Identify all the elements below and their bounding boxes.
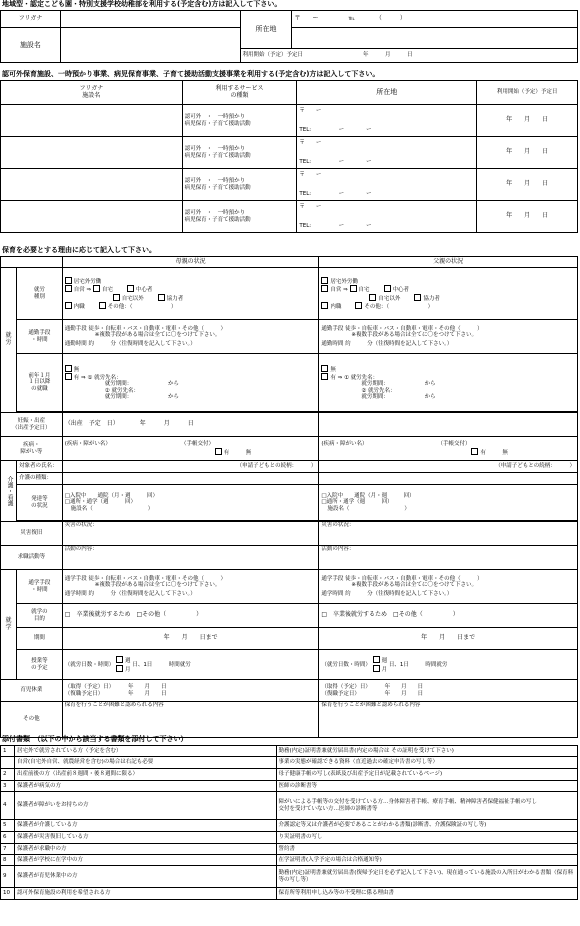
attachment-no: 8 [1, 855, 15, 866]
commute-method-label: 通勤手段 [321, 326, 344, 333]
month-opt: 月 [381, 666, 388, 673]
attachment-no: 2 [1, 769, 15, 781]
checkbox[interactable] [65, 373, 72, 380]
checkbox[interactable] [321, 302, 328, 309]
care-kind-label: 介護の種類： [16, 473, 62, 485]
location-postal[interactable]: 〒 ー ℡ （ ） [292, 11, 578, 28]
s2-postal: 〒 ー [299, 172, 322, 179]
mother-commute[interactable] [62, 320, 319, 354]
leave-start: （取得（予定）日） 年 月 日 [321, 684, 424, 691]
section1-title: 地域型・認定こども園・特別支援学校幼稚部を利用する(予定含む)方は記入して下さい。 [2, 0, 282, 8]
commute-time-value: 約 分（往復時間を記入して下さい。） [345, 340, 453, 347]
job2-label: ② 就労先名： [104, 387, 139, 394]
commute-opt: □通所・通学（週 回） [64, 499, 136, 506]
attachments-table [0, 745, 578, 900]
s2-header-location: 所在地 [297, 81, 477, 105]
opt-other: その他：（ ） [107, 303, 177, 310]
attachment-reason: 保護者が育児休業中の方 [14, 866, 276, 888]
father-other[interactable]: 保育を行うことが困難と認められる内容 [319, 702, 578, 738]
illness-name-label: (疾病・障がい名） [321, 441, 368, 448]
attachment-row [1, 792, 578, 820]
section3-title: 保育を必要とする理由に応じて記入して下さい。 [2, 246, 156, 254]
father-pregnancy[interactable] [319, 413, 578, 437]
s2-name-field[interactable] [1, 105, 183, 137]
illness-name-label: (疾病・障がい名） [64, 441, 111, 448]
father-illness[interactable] [319, 437, 578, 461]
father-care-kind[interactable] [319, 473, 578, 485]
s2-name-field[interactable] [1, 137, 183, 169]
facility-opt: 施設名（ ） [70, 505, 154, 512]
attachment-no: 10 [1, 888, 15, 900]
class-schedule-label: 授業等 の予定 [16, 650, 62, 680]
purpose-label: 就学の 目的 [16, 604, 62, 628]
s2-tel: TEL: ー ー [299, 158, 372, 165]
mother-care-kind[interactable] [62, 473, 319, 485]
attachment-document: 事業の実態が確認できる資料（直近過去の確定申告書の写し等） [276, 757, 577, 769]
commute-note: ※複数手段がある場合は全てに〇をつけて下さい。 [94, 582, 221, 589]
checkbox[interactable] [471, 448, 478, 455]
mother-school-commute[interactable] [62, 570, 319, 604]
checkbox[interactable] [158, 294, 165, 301]
father-commute[interactable] [319, 320, 578, 354]
s2-start-field[interactable]: 年 月 日 [477, 105, 578, 137]
father-class-schedule[interactable] [319, 650, 578, 680]
school-time-label: 通学時間 [321, 590, 344, 597]
job1-label: ① 就労先名： [87, 375, 122, 382]
checkbox[interactable] [373, 656, 380, 663]
checkbox[interactable] [65, 365, 72, 372]
leave-return: （復職予定日） 年 月 日 [64, 690, 167, 697]
disaster-label: 災害復旧 [1, 522, 63, 546]
start-date-label: 利用開始（予定）予定日 [242, 52, 304, 59]
mother-header: 母親の状況 [62, 257, 319, 268]
father-care-target[interactable]: （申請子どもとの続柄： ） [319, 461, 578, 473]
mother-purpose[interactable]: □ 卒業後就労するため □その他（ ） [62, 604, 319, 628]
attachment-document: 在学証明書(入学予定の場合は合格通知等) [276, 855, 577, 866]
job2-label: ② 就労先名： [361, 387, 396, 394]
s2-location-field[interactable] [297, 201, 477, 233]
checkbox[interactable] [369, 294, 376, 301]
work-days-label: （就労日数・時間） [321, 662, 371, 668]
s2-postal: 〒 ー [299, 108, 322, 115]
opt-self: 自営 [330, 287, 342, 294]
attachment-no [1, 757, 15, 769]
s2-service-options[interactable]: 認可外 ・ 一時預かり 病児保育・子育て援助活動 [182, 169, 297, 201]
attachment-document: 母子健康手帳の写し(表紙及び出産予定日が記載されているページ) [276, 769, 577, 781]
attachment-row [1, 781, 578, 792]
s2-tel: TEL: ー ー [299, 126, 372, 133]
prev-job-label: 前年１月 １日以降 の就職 [16, 354, 62, 412]
leave-return: （復職予定日） 年 月 日 [321, 690, 424, 697]
checkbox[interactable] [116, 665, 123, 672]
facility-name-field[interactable] [60, 28, 240, 63]
s2-name-field[interactable] [1, 201, 183, 233]
commute-note: ※複数手段がある場合は全てに〇をつけて下さい。 [351, 332, 477, 339]
checkbox[interactable] [373, 665, 380, 672]
father-disaster[interactable]: 災害の状況： [319, 522, 578, 546]
school-method-label: 通学手段 [64, 576, 87, 583]
leave-start: （取得（予定）日） 年 月 日 [64, 684, 167, 691]
opt-none: 無 [330, 366, 336, 373]
opt-chushin: 中心者 [135, 287, 153, 294]
s2-header-start: 利用開始（予定）予定日 [477, 81, 578, 105]
checkbox[interactable] [321, 365, 328, 372]
commute-time-value: 約 分（往復時間を記入して下さい。） [88, 590, 196, 597]
attachment-document: 誓約書 [276, 844, 577, 855]
attachment-row [1, 844, 578, 855]
commute-options: 徒歩・自転車・バス・自動車・電車・その他（ ） [88, 326, 227, 333]
checkbox[interactable] [355, 302, 362, 309]
job-search-label: 求職活動等 [1, 546, 63, 570]
checkbox[interactable] [350, 285, 357, 292]
school-time-label: 通学時間 [64, 590, 87, 597]
opt-home: 居宅外労働 [73, 278, 102, 285]
s2-tel: TEL: ー ー [299, 190, 372, 197]
commute-options: 徒歩・自転車・バス・自動車・電車・その他（ ） [88, 576, 227, 583]
s2-location-field[interactable] [297, 105, 477, 137]
commute-time-value: 約 分（往復時間を記入して下さい。） [88, 340, 196, 347]
attachment-reason: 保護者が災害復旧している方 [14, 832, 276, 844]
checkbox[interactable] [414, 294, 421, 301]
hours-label: 日、1日 時間就労 [388, 662, 448, 668]
shuro-label: 就労 [1, 268, 17, 413]
period1-label: 就労期間： から [104, 381, 180, 388]
opt-yes: 有 [330, 375, 336, 382]
week-opt: 週 [381, 658, 388, 665]
attachment-no: 9 [1, 866, 15, 888]
yes-no-label: 有 無 [480, 449, 508, 456]
checkbox[interactable] [65, 285, 72, 292]
opt-jitaku: 自宅 [358, 287, 370, 294]
s2-start-field[interactable]: 年 月 日 [477, 201, 578, 233]
section2-table [0, 80, 578, 233]
s2-tel: TEL: ー ー [299, 222, 372, 229]
work-type-label: 就労 種別 [16, 268, 62, 320]
opt-home: 居宅外労働 [330, 278, 358, 285]
checkbox[interactable] [65, 302, 72, 309]
checkbox[interactable] [99, 302, 106, 309]
attachment-row [1, 820, 578, 832]
period-label: 期間 [16, 628, 62, 650]
mother-period[interactable]: 年 月 日まで [62, 628, 319, 650]
handbook-label: （手帳交付） [437, 441, 471, 448]
development-label: 発達等 の状況 [16, 485, 62, 521]
section2-title: 認可外保育施設、一時預かり事業、病児保育事業、子育て援助活動支援事業を利用する(予定含む)方は記入して下さい。 [2, 70, 380, 78]
attachment-reason: 認可外保育施設の利用を希望される方 [14, 888, 276, 900]
mother-class-schedule[interactable] [62, 650, 319, 680]
yes-no-label: 有 無 [223, 449, 252, 456]
father-header: 父親の状況 [319, 257, 578, 268]
commute-label: 通勤手段 ・時間 [16, 320, 62, 354]
checkbox[interactable] [321, 373, 328, 380]
s2-location-field[interactable] [297, 169, 477, 201]
opt-kyoryoku: 協力者 [423, 295, 440, 302]
attachment-document: 介護認定等又は介護者が必要であることがわかる書類(診断書、介護保険証の写し等) [276, 820, 577, 832]
s2-row [1, 201, 578, 233]
father-school-commute[interactable] [319, 570, 578, 604]
mother-care-status[interactable] [62, 485, 319, 521]
mother-work-type[interactable]: 居宅外労働 自営 ⇒ 自宅 中心者 自宅以外 協力者 内職 その他：（ ） [62, 268, 319, 320]
week-opt: 週 [125, 658, 131, 665]
attachment-row [1, 769, 578, 781]
school-method-label: 通学手段 [321, 576, 344, 583]
mother-pregnancy[interactable]: （出産 予定 日） 年 月 日 [62, 413, 319, 437]
mother-job-search[interactable]: 活動の内容： [62, 546, 319, 570]
opt-none: 無 [73, 366, 80, 373]
s2-name-field[interactable] [1, 169, 183, 201]
attachment-no: 1 [1, 746, 15, 757]
commute-note: ※複数手段がある場合は全てに〇をつけて下さい。 [94, 332, 221, 339]
facility-opt: 施設名（ ） [327, 505, 410, 512]
section3-table [0, 256, 578, 738]
attachment-row [1, 832, 578, 844]
attachment-reason: 保護者が学校に在学中の方 [14, 855, 276, 866]
commute-method-label: 通勤手段 [64, 326, 87, 333]
checkbox[interactable] [113, 294, 120, 301]
commute-options: 徒歩・自転車・バス・自動車・電車・その他（ ） [345, 326, 483, 333]
s2-postal: 〒 ー [299, 140, 322, 147]
opt-jitaku-igai: 自宅以外 [378, 295, 401, 302]
attachment-reason: 保護者が障がいをお持ちの方 [14, 792, 276, 820]
checkbox[interactable] [127, 285, 134, 292]
commute-time-label: 通勤時間 [64, 340, 87, 347]
attachment-no: 5 [1, 820, 15, 832]
commute-note: ※複数手段がある場合は全てに〇をつけて下さい。 [351, 582, 477, 589]
opt-other: その他：（ ） [364, 303, 434, 310]
commute-options: 徒歩・自転車・バス・自動車・電車・その他（ ） [345, 576, 483, 583]
period2-label: 就労期間： から [361, 393, 436, 400]
month-opt: 月 [125, 666, 131, 673]
s2-service-options[interactable]: 認可外 ・ 一時預かり 病児保育・子育て援助活動 [182, 201, 297, 233]
s2-header-name: フリガナ 施設名 [1, 81, 183, 105]
hospital-opt: □入院中 通院（月・週 回） [321, 493, 415, 500]
s2-service-options[interactable]: 認可外 ・ 一時預かり 病児保育・子育て援助活動 [182, 137, 297, 169]
father-job-search[interactable]: 活動の内容： [319, 546, 578, 570]
attachment-row [1, 888, 578, 900]
mother-illness[interactable] [62, 437, 319, 461]
opt-self: 自営 [73, 287, 85, 294]
handbook-label: （手帳交付） [180, 441, 214, 448]
checkbox[interactable] [93, 285, 100, 292]
father-period[interactable]: 年 月 日まで [319, 628, 578, 650]
period2-label: 就労期間： から [104, 393, 180, 400]
start-date-value: 年 月 日 [363, 52, 413, 59]
furigana-field[interactable] [60, 11, 240, 28]
mother-care-target[interactable]: （申請子どもとの続柄： ） [62, 461, 319, 473]
job1-label: ① 就労先名： [344, 375, 379, 382]
checkbox[interactable] [215, 448, 222, 455]
attachment-document: 医師の診断書等 [276, 781, 577, 792]
attachment-document: 障がいによる手帳等の交付を受けている方…身体障害者手帳、療育手帳、精神障害者保健福祉手帳の写し 交付を受けていない方…医師の診断書等 [276, 792, 577, 820]
checkbox[interactable] [321, 277, 328, 284]
opt-chushin: 中心者 [392, 287, 410, 294]
attachment-reason: 自営(自宅外自営、就農経営を含む)の場合は右記も必要 [14, 757, 276, 769]
opt-kyoryoku: 協力者 [166, 295, 184, 302]
care-target-label: 対象者の氏名： [16, 461, 62, 473]
study-label: 就学 [1, 570, 17, 680]
checkbox[interactable] [321, 285, 328, 292]
opt-jitaku: 自宅 [101, 287, 113, 294]
s2-start-field[interactable]: 年 月 日 [477, 169, 578, 201]
period1-label: 就労期間： から [361, 381, 436, 388]
attachment-reason: 保護者が求職中の方 [14, 844, 276, 855]
father-childcare-leave[interactable] [319, 680, 578, 702]
opt-inner: 内職 [330, 303, 342, 310]
attachment-document: 保育所等利用申し込み等の不受理に係る理由書 [276, 888, 577, 900]
hospital-opt: □入院中 通院（月・週 回） [64, 493, 158, 500]
s2-row [1, 137, 578, 169]
attachment-document: 勤務(内定)証明書兼就労届出書(内定の場合は その証明を受けて下さい) [276, 746, 577, 757]
father-purpose[interactable]: □ 卒業後就労するため □その他（ ） [319, 604, 578, 628]
s2-header-service: 利用するサービス の種類 [182, 81, 297, 105]
section4-title: 添付書類 （以下の中から該当する書類を添付して下さい） [2, 735, 188, 743]
opt-jitaku-igai: 自宅以外 [121, 295, 144, 302]
start-date-row[interactable] [240, 49, 577, 63]
checkbox[interactable] [65, 277, 72, 284]
attachment-document: り災証明書の写し [276, 832, 577, 844]
s2-service-options[interactable]: 認可外 ・ 一時預かり 病児保育・子育て援助活動 [182, 105, 297, 137]
commute-time-value: 約 分（往復時間を記入して下さい。） [345, 590, 453, 597]
work-days-label: （就労日数・時間） [64, 662, 115, 668]
care-label: 介護・看護 [1, 461, 17, 522]
attachment-row [1, 866, 578, 888]
attachment-row [1, 746, 578, 757]
attachment-row [1, 757, 578, 769]
attachment-no: 4 [1, 792, 15, 820]
location-label: 所在地 [240, 11, 292, 49]
checkbox[interactable] [384, 285, 391, 292]
mother-prev-job[interactable]: 無 有 ⇒ ① 就労先名： 就労期間： から ② 就労先名： 就労期間： から [62, 354, 319, 412]
attachment-no: 3 [1, 781, 15, 792]
furigana-label: フリガナ [1, 11, 61, 28]
commute-opt: □通所・通学（週 回） [321, 499, 393, 506]
attachment-reason: 居宅外で就労されている方（予定を含む） [14, 746, 276, 757]
illness-label: 疾病・ 障がい等 [1, 437, 63, 461]
checkbox[interactable] [116, 656, 123, 663]
school-commute-label: 通学手段 ・時間 [16, 570, 62, 604]
other-label: その他 [1, 702, 63, 738]
opt-yes: 有 [73, 375, 80, 382]
childcare-leave-label: 育児休業 [1, 680, 63, 702]
section1-table [0, 10, 578, 63]
commute-time-label: 通勤時間 [321, 340, 344, 347]
attachment-no: 7 [1, 844, 15, 855]
mother-other[interactable]: 保育を行うことが困難と認められる内容 [62, 702, 319, 738]
opt-inner: 内職 [73, 303, 85, 310]
attachment-no: 6 [1, 832, 15, 844]
pregnancy-label: 妊娠・出産 （出産予定日） [1, 413, 63, 437]
hours-label: 日、1日 時間就労 [132, 662, 191, 668]
s2-row [1, 169, 578, 201]
s2-start-field[interactable]: 年 月 日 [477, 137, 578, 169]
attachment-reason: 保護者が病気の方 [14, 781, 276, 792]
father-care-status[interactable] [319, 485, 578, 521]
father-work-type[interactable]: 居宅外労働 自営 ⇒ 自宅 中心者 自宅以外 協力者 内職 その他：（ ） [319, 268, 578, 320]
s2-row [1, 105, 578, 137]
s2-postal: 〒 ー [299, 204, 322, 211]
attachment-row [1, 855, 578, 866]
attachment-reason: 出産前後の方（出産前８週間・後８週間に限る） [14, 769, 276, 781]
facility-name-label: 施設名 [1, 28, 61, 63]
mother-childcare-leave[interactable] [62, 680, 319, 702]
attachment-reason: 保護者が介護している方 [14, 820, 276, 832]
location-field[interactable] [292, 28, 578, 49]
mother-disaster[interactable]: 災害の状況： [62, 522, 319, 546]
s2-location-field[interactable] [297, 137, 477, 169]
father-prev-job[interactable]: 無 有 ⇒ ① 就労先名： 就労期間： から ② 就労先名： 就労期間： から [319, 354, 578, 412]
attachment-document: 勤務(内定)証明書兼就労届出書(復帰予定日を必ず記入して下さい)、現在通っている施設の入所日がわかる書類（保育料等の写し等） [276, 866, 577, 888]
